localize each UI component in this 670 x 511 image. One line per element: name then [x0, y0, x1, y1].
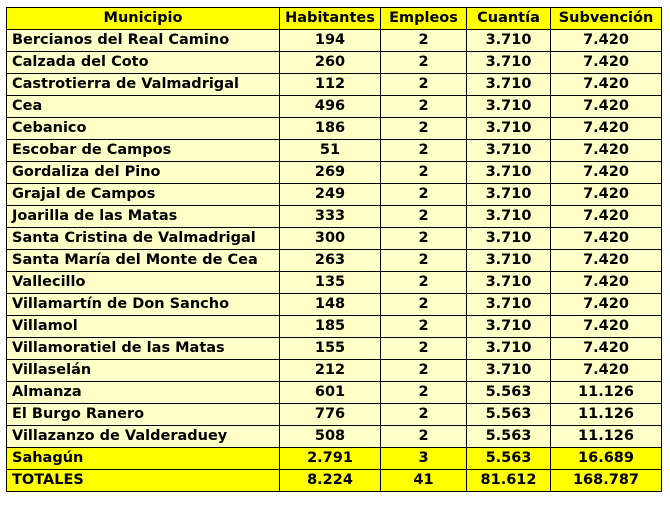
cell-subvencion: 7.420	[551, 184, 662, 206]
cell-subvencion: 7.420	[551, 206, 662, 228]
cell-municipio: Joarilla de las Matas	[7, 206, 280, 228]
totals-label: TOTALES	[7, 470, 280, 492]
header-cuantia: Cuantía	[467, 8, 551, 30]
cell-empleos: 2	[381, 118, 467, 140]
cell-habitantes: 112	[280, 74, 381, 96]
cell-municipio: Villazanzo de Valderaduey	[7, 426, 280, 448]
cell-cuantia: 3.710	[467, 184, 551, 206]
cell-municipio: Almanza	[7, 382, 280, 404]
cell-cuantia: 3.710	[467, 338, 551, 360]
table-row	[7, 30, 662, 52]
table-row	[7, 250, 662, 272]
cell-municipio: Villamoratiel de las Matas	[7, 338, 280, 360]
cell-cuantia: 3.710	[467, 250, 551, 272]
cell-municipio: El Burgo Ranero	[7, 404, 280, 426]
cell-empleos: 2	[381, 96, 467, 118]
cell-habitantes: 194	[280, 30, 381, 52]
cell-municipio: Calzada del Coto	[7, 52, 280, 74]
table-row	[7, 184, 662, 206]
cell-municipio: Cebanico	[7, 118, 280, 140]
cell-cuantia: 3.710	[467, 360, 551, 382]
cell-habitantes: 249	[280, 184, 381, 206]
cell-subvencion: 11.126	[551, 426, 662, 448]
table-row	[7, 206, 662, 228]
cell-habitantes: 333	[280, 206, 381, 228]
cell-municipio: Villaselán	[7, 360, 280, 382]
table-row	[7, 448, 662, 470]
header-habitantes: Habitantes	[280, 8, 381, 30]
table-row	[7, 228, 662, 250]
cell-subvencion: 7.420	[551, 96, 662, 118]
cell-cuantia: 3.710	[467, 52, 551, 74]
cell-municipio: Vallecillo	[7, 272, 280, 294]
table-row	[7, 272, 662, 294]
cell-cuantia: 5.563	[467, 426, 551, 448]
cell-municipio: Santa Cristina de Valmadrigal	[7, 228, 280, 250]
cell-habitantes: 51	[280, 140, 381, 162]
cell-subvencion: 11.126	[551, 404, 662, 426]
header-subvencion: Subvención	[551, 8, 662, 30]
cell-habitantes: 2.791	[280, 448, 381, 470]
totals-habitantes: 8.224	[280, 470, 381, 492]
cell-empleos: 3	[381, 448, 467, 470]
cell-empleos: 2	[381, 338, 467, 360]
cell-empleos: 2	[381, 382, 467, 404]
table-body	[7, 30, 662, 470]
cell-municipio: Bercianos del Real Camino	[7, 30, 280, 52]
cell-subvencion: 7.420	[551, 162, 662, 184]
cell-municipio: Santa María del Monte de Cea	[7, 250, 280, 272]
cell-habitantes: 185	[280, 316, 381, 338]
cell-empleos: 2	[381, 206, 467, 228]
cell-subvencion: 11.126	[551, 382, 662, 404]
cell-empleos: 2	[381, 272, 467, 294]
cell-empleos: 2	[381, 162, 467, 184]
cell-municipio: Escobar de Campos	[7, 140, 280, 162]
cell-cuantia: 3.710	[467, 140, 551, 162]
totals-subvencion: 168.787	[551, 470, 662, 492]
table-row	[7, 52, 662, 74]
table-row	[7, 96, 662, 118]
cell-cuantia: 5.563	[467, 448, 551, 470]
header-empleos: Empleos	[381, 8, 467, 30]
totals-empleos: 41	[381, 470, 467, 492]
cell-cuantia: 3.710	[467, 272, 551, 294]
cell-empleos: 2	[381, 360, 467, 382]
cell-habitantes: 269	[280, 162, 381, 184]
cell-empleos: 2	[381, 52, 467, 74]
cell-empleos: 2	[381, 228, 467, 250]
cell-habitantes: 776	[280, 404, 381, 426]
cell-habitantes: 148	[280, 294, 381, 316]
cell-cuantia: 3.710	[467, 118, 551, 140]
table-row	[7, 294, 662, 316]
cell-cuantia: 3.710	[467, 74, 551, 96]
table-row	[7, 74, 662, 96]
cell-subvencion: 7.420	[551, 338, 662, 360]
table-row	[7, 118, 662, 140]
cell-cuantia: 3.710	[467, 96, 551, 118]
table-row	[7, 404, 662, 426]
cell-habitantes: 260	[280, 52, 381, 74]
totals-row	[7, 470, 662, 492]
cell-habitantes: 496	[280, 96, 381, 118]
cell-cuantia: 5.563	[467, 382, 551, 404]
table-row	[7, 338, 662, 360]
cell-empleos: 2	[381, 316, 467, 338]
cell-subvencion: 7.420	[551, 52, 662, 74]
cell-subvencion: 7.420	[551, 140, 662, 162]
cell-cuantia: 3.710	[467, 316, 551, 338]
table-row	[7, 140, 662, 162]
cell-municipio: Gordaliza del Pino	[7, 162, 280, 184]
cell-cuantia: 3.710	[467, 30, 551, 52]
cell-subvencion: 7.420	[551, 30, 662, 52]
table-row	[7, 360, 662, 382]
cell-habitantes: 263	[280, 250, 381, 272]
cell-empleos: 2	[381, 30, 467, 52]
cell-habitantes: 212	[280, 360, 381, 382]
cell-municipio: Cea	[7, 96, 280, 118]
cell-empleos: 2	[381, 250, 467, 272]
table-row	[7, 426, 662, 448]
cell-empleos: 2	[381, 140, 467, 162]
cell-municipio: Villamartín de Don Sancho	[7, 294, 280, 316]
cell-habitantes: 601	[280, 382, 381, 404]
cell-habitantes: 135	[280, 272, 381, 294]
cell-cuantia: 5.563	[467, 404, 551, 426]
cell-subvencion: 7.420	[551, 272, 662, 294]
cell-habitantes: 186	[280, 118, 381, 140]
cell-municipio: Grajal de Campos	[7, 184, 280, 206]
cell-subvencion: 16.689	[551, 448, 662, 470]
cell-cuantia: 3.710	[467, 228, 551, 250]
cell-municipio: Sahagún	[7, 448, 280, 470]
table-row	[7, 162, 662, 184]
cell-subvencion: 7.420	[551, 316, 662, 338]
subsidy-table	[6, 7, 662, 492]
cell-habitantes: 508	[280, 426, 381, 448]
cell-subvencion: 7.420	[551, 250, 662, 272]
header-municipio: Municipio	[7, 8, 280, 30]
header-row	[7, 8, 662, 30]
cell-empleos: 2	[381, 294, 467, 316]
cell-subvencion: 7.420	[551, 294, 662, 316]
cell-habitantes: 155	[280, 338, 381, 360]
cell-cuantia: 3.710	[467, 162, 551, 184]
cell-municipio: Villamol	[7, 316, 280, 338]
cell-cuantia: 3.710	[467, 206, 551, 228]
cell-subvencion: 7.420	[551, 74, 662, 96]
cell-subvencion: 7.420	[551, 118, 662, 140]
table-row	[7, 316, 662, 338]
cell-empleos: 2	[381, 184, 467, 206]
cell-empleos: 2	[381, 404, 467, 426]
cell-subvencion: 7.420	[551, 228, 662, 250]
cell-cuantia: 3.710	[467, 294, 551, 316]
cell-municipio: Castrotierra de Valmadrigal	[7, 74, 280, 96]
table-row	[7, 382, 662, 404]
cell-subvencion: 7.420	[551, 360, 662, 382]
cell-habitantes: 300	[280, 228, 381, 250]
cell-empleos: 2	[381, 74, 467, 96]
totals-cuantia: 81.612	[467, 470, 551, 492]
cell-empleos: 2	[381, 426, 467, 448]
